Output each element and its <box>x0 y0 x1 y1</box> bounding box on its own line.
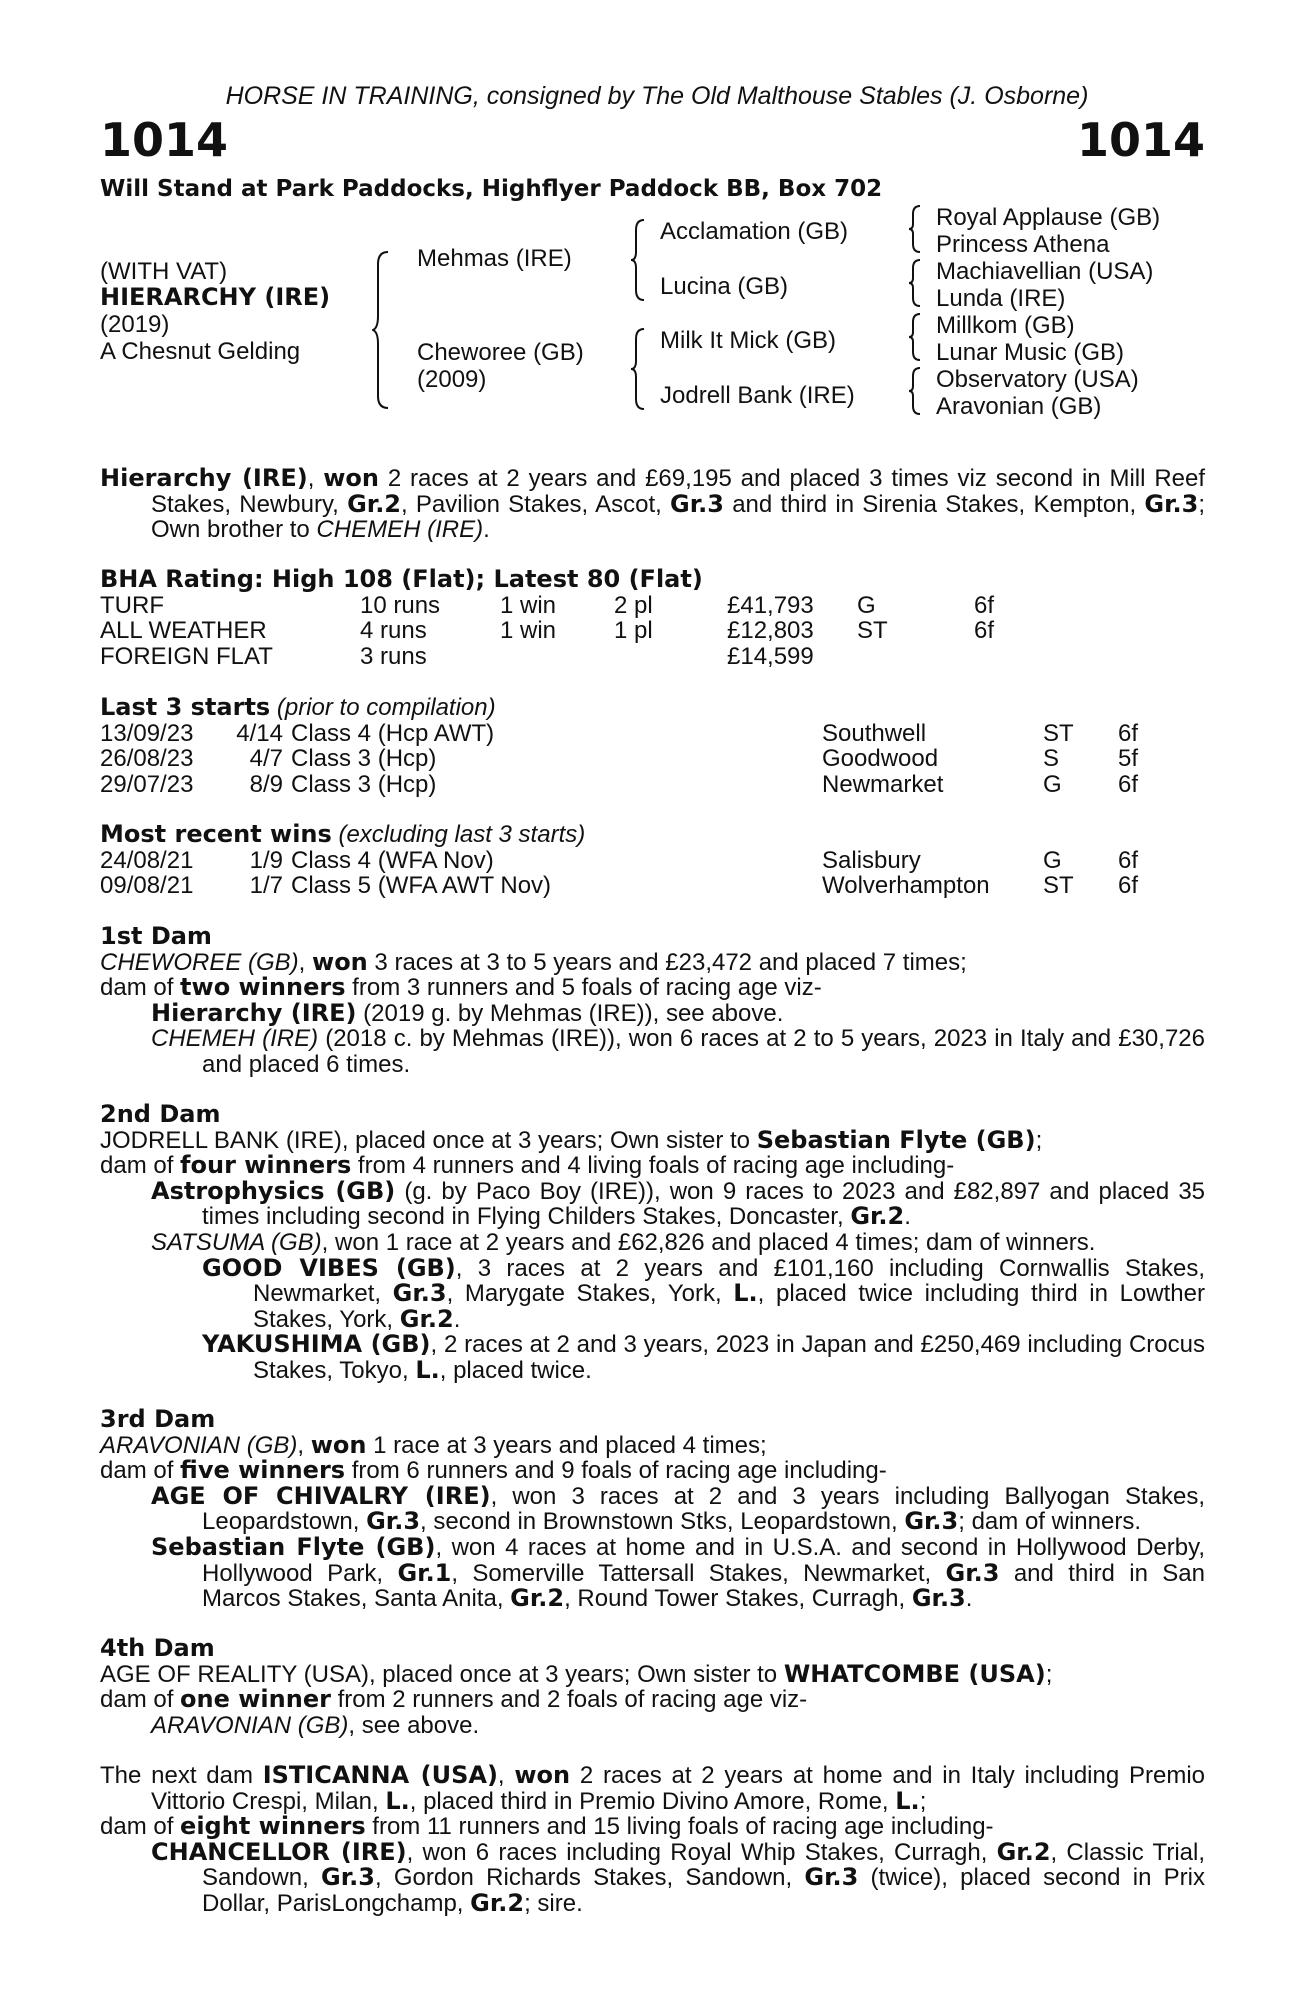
lot-number-left: 1014 <box>100 113 229 167</box>
grade-label: Gr.3 <box>804 1863 859 1892</box>
produce-record: ; dam of winners. <box>958 1508 1141 1536</box>
brace-g3 <box>908 312 926 362</box>
start-date: 29/07/23 <box>100 770 194 798</box>
grade-label: L. <box>415 1355 440 1384</box>
start-going: S <box>1043 745 1060 773</box>
produce-record: , see above. <box>348 1711 480 1739</box>
recent-wins-heading: Most recent wins <box>100 820 332 848</box>
rating-runs: 10 runs <box>360 591 441 619</box>
rating-row <box>100 593 1205 619</box>
start-row <box>100 772 1205 798</box>
produce-record: , placed twice. <box>439 1356 592 1384</box>
grade-label: Gr.3 <box>321 1863 375 1892</box>
dam-brace <box>630 327 650 411</box>
produce-record: ; sire. <box>524 1889 583 1917</box>
rating-dist: 6f <box>974 591 995 619</box>
grade-label: Gr.3 <box>1144 489 1199 518</box>
produce-record: , placed twice including third in Lowther Stakes, York, <box>253 1280 1205 1333</box>
third-dam-section: 3rd Dam ARAVONIAN (GB), won 1 race at 3 years and placed 4 times; dam of five winners from 6 runners and 9 foals of racing age including- AGE OF CHIVALRY (IRE), won 3 races at 2 and 3 years including Ballyogan Stakes, Leopardstown, Gr.3, second in Brownstown Stks, Leopardstown, Gr.3; dam of winners. Sebastian Flyte (GB), won 4 races at home and in U.S.A. and second in Hollywood Derby, Hollywood Park, Gr.1, Somerville Tattersall Stakes, Newmarket, Gr.3 and third in San Marcos Stakes, Santa Anita, Gr.2, Round Tower Stakes, Curragh, Gr.3. <box>100 1405 1206 1613</box>
rating-dist: 6f <box>974 617 995 645</box>
horse-name: HIERARCHY (IRE) <box>100 283 331 311</box>
summary-text: . <box>483 516 490 544</box>
start-going: G <box>1043 770 1062 798</box>
rating-going: G <box>857 591 876 619</box>
dam-of-text: from 4 runners and 4 living foals of racing age including- <box>351 1152 955 1180</box>
rating-wins: 1 win <box>500 591 557 619</box>
produce-record: , won 6 races including Royal Whip Stakes, Curragh, <box>406 1838 997 1866</box>
start-race: Class 3 (Hcp) <box>291 770 437 798</box>
last-starts-heading: Last 3 starts <box>100 693 271 721</box>
dam-dam: Jodrell Bank (IRE) <box>660 382 855 409</box>
start-pos: 8/9 <box>249 770 283 798</box>
dam-name: ARAVONIAN (GB) <box>100 1431 298 1459</box>
dam-of-text: dam of <box>100 1457 181 1485</box>
dam-name: CHEWOREE (GB) <box>100 948 299 976</box>
granddam-dam: Lunda (IRE) <box>936 285 1066 312</box>
dam-of-text: dam of <box>100 1813 181 1841</box>
summary-text: 2 races at 2 years and £69,195 and placed 3 times viz second in Mill Reef Stakes, Newbury, <box>151 465 1206 518</box>
win-going: G <box>1043 846 1062 874</box>
start-dist: 6f <box>1118 719 1139 747</box>
win-date: 24/08/21 <box>100 846 194 874</box>
produce-record: . <box>904 1203 911 1231</box>
next-dam-text: , placed third in Premio Divino Amore, Rome, <box>409 1787 896 1815</box>
win-date: 09/08/21 <box>100 872 194 900</box>
start-row <box>100 746 1205 772</box>
produce-name: Sebastian Flyte (GB) <box>151 1532 436 1561</box>
dam-record: ; <box>1045 1660 1053 1688</box>
grandproduce-name: YAKUSHIMA (GB) <box>202 1330 431 1359</box>
produce-record: . <box>965 1585 973 1613</box>
grade-label: Gr.3 <box>904 1507 959 1536</box>
summary-horse-name: Hierarchy (IRE) <box>100 464 308 492</box>
grade-label: Gr.3 <box>392 1279 447 1308</box>
sire-brace <box>630 218 650 302</box>
second-dam-heading: 2nd Dam <box>100 1100 221 1128</box>
damdam-dam: Aravonian (GB) <box>936 393 1102 420</box>
start-going: ST <box>1043 719 1074 747</box>
produce-record: , won 1 race at 2 years and £62,826 and placed 4 times; dam of winners. <box>321 1228 1096 1256</box>
rating-earnings: £14,599 <box>727 642 814 670</box>
lot-number-right: 1014 <box>1076 113 1205 167</box>
start-race: Class 3 (Hcp) <box>291 745 437 773</box>
sire: Mehmas (IRE) <box>417 245 572 272</box>
produce-record: , 3 races at 2 years and £101,160 including Cornwallis Stakes, Newmarket, <box>253 1254 1205 1308</box>
last-starts-table <box>100 721 1205 798</box>
rating-wins: 1 win <box>500 617 557 645</box>
produce-name: Hierarchy (IRE) <box>151 998 357 1027</box>
dam: Cheworee (GB) <box>417 339 584 366</box>
produce-name: ARAVONIAN (GB) <box>151 1711 349 1739</box>
granddam-sire: Machiavellian (USA) <box>936 258 1154 285</box>
recent-wins-table <box>100 848 1205 899</box>
produce-record: (g. by Paco Boy (IRE)), won 9 races to 2023 and £82,897 and placed 35 times including second in Flying Childers Stakes, Doncaster, <box>202 1177 1206 1231</box>
produce-name: AGE OF CHIVALRY (IRE) <box>151 1481 491 1510</box>
grade-label: Gr.2 <box>399 1304 454 1333</box>
second-dam-section <box>100 1102 1205 1384</box>
start-date: 26/08/23 <box>100 745 194 773</box>
grade-label: L. <box>895 1786 920 1815</box>
rating-table <box>100 593 1205 670</box>
grade-label: Gr.2 <box>510 1584 565 1613</box>
summary-text: and third in Sirenia Stakes, Kempton, <box>723 490 1145 518</box>
produce-record: , won 3 races at 2 and 3 years including Ballyogan Stakes, Leopardstown, <box>202 1482 1206 1536</box>
next-dam-text: ; <box>919 1787 927 1815</box>
grandproduce-name: GOOD VIBES (GB) <box>202 1253 456 1282</box>
win-going: ST <box>1043 872 1074 900</box>
race-summary: Hierarchy (IRE), won 2 races at 2 years and £69,195 and placed 3 times viz second in Mill Reef Stakes, Newbury, Gr.2, Pavilion Stakes, Ascot, Gr.3 and third in Sirenia Stakes, Kempton, Gr.3; Own brother to CHEMEH (IRE). <box>100 464 1206 544</box>
horse-year: (2019) <box>100 311 170 338</box>
damsire-sire: Millkom (GB) <box>936 312 1075 339</box>
grade-label: Gr.2 <box>347 489 402 518</box>
grade-label: Gr.1 <box>397 1558 452 1587</box>
main-brace <box>372 250 394 410</box>
summary-text: , Pavilion Stakes, Ascot, <box>401 490 671 518</box>
produce-record: (2018 c. by Mehmas (IRE)), won 6 races at 2 to 5 years, 2023 in Italy and £30,726 and placed 6 times. <box>202 1025 1205 1078</box>
summary-brother: CHEMEH (IRE) <box>316 516 484 544</box>
rating-placed: 1 pl <box>614 617 653 645</box>
first-dam-heading: 1st Dam <box>100 922 212 950</box>
won-label: won <box>514 1761 571 1789</box>
grade-label: Gr.2 <box>470 1888 525 1917</box>
stand-location: Will Stand at Park Paddocks, Highflyer Paddock BB, Box 702 <box>100 176 883 202</box>
grandsire-sire: Royal Applause (GB) <box>936 204 1161 231</box>
produce-record: , Somerville Tattersall Stakes, Newmarket, <box>451 1559 946 1587</box>
winners-count: four winners <box>180 1151 352 1180</box>
grade-label: L. <box>733 1279 758 1308</box>
dam-record: AGE OF REALITY (USA), placed once at 3 years; Own sister to <box>100 1660 784 1688</box>
won-label: won <box>310 1430 367 1459</box>
sire-dam: Lucina (GB) <box>660 273 789 300</box>
produce-record: (twice), placed second in Prix Dollar, ParisLongchamp, <box>202 1864 1205 1917</box>
winners-count: five winners <box>180 1456 346 1485</box>
dam-of-text: from 3 runners and 5 foals of racing age viz- <box>345 974 822 1002</box>
last-starts-section <box>100 695 1205 797</box>
start-course: Southwell <box>822 719 927 747</box>
grade-label: Gr.3 <box>670 489 724 518</box>
rating-runs: 4 runs <box>360 617 427 645</box>
produce-record: and third in San Marcos Stakes, Santa Anita, <box>202 1559 1205 1613</box>
summary-won: won <box>323 464 379 492</box>
win-pos: 1/7 <box>249 872 283 900</box>
brace-g1 <box>908 204 926 254</box>
start-date: 13/09/23 <box>100 719 194 747</box>
dam-record: JODRELL BANK (IRE), placed once at 3 years; Own sister to <box>100 1126 757 1154</box>
rating-surface: TURF <box>100 591 164 619</box>
produce-record: , Gordon Richards Stakes, Sandown, <box>374 1864 805 1892</box>
next-dam-text: The next dam <box>100 1762 263 1789</box>
produce-record: . <box>453 1305 461 1333</box>
produce-record: , Classic Trial, Sandown, <box>202 1838 1206 1892</box>
win-race: Class 4 (WFA Nov) <box>291 846 494 874</box>
grade-label: Gr.2 <box>996 1837 1051 1866</box>
grade-label: L. <box>385 1786 410 1815</box>
dam-of-text: dam of <box>100 974 181 1002</box>
recent-wins-section <box>100 822 1205 899</box>
dam-record: 3 races at 3 to 5 years and £23,472 and placed 7 times; <box>367 948 967 976</box>
brace-g4 <box>908 366 926 416</box>
sibling-name: Sebastian Flyte (GB) <box>756 1125 1036 1154</box>
dam-of-text: from 2 runners and 2 foals of racing age viz- <box>330 1686 808 1714</box>
recent-wins-note: (excluding last 3 starts) <box>331 821 586 848</box>
rating-heading: BHA Rating: High 108 (Flat); Latest 80 (Flat) <box>100 565 703 593</box>
win-race: Class 5 (WFA AWT Nov) <box>291 872 552 900</box>
produce-record: , Round Tower Stakes, Curragh, <box>564 1585 912 1613</box>
rating-row <box>100 644 1205 670</box>
rating-surface: FOREIGN FLAT <box>100 642 273 670</box>
brace-g2 <box>908 258 926 308</box>
rating-going: ST <box>857 617 888 645</box>
next-dam-name: ISTICANNA (USA) <box>262 1761 498 1789</box>
win-course: Wolverhampton <box>822 872 990 900</box>
next-dam-text: 2 races at 2 years at home and in Italy including Premio Vittorio Crespi, Milan, <box>151 1762 1205 1815</box>
win-row <box>100 848 1205 874</box>
start-dist: 6f <box>1118 770 1139 798</box>
start-row <box>100 721 1205 747</box>
start-pos: 4/7 <box>249 745 283 773</box>
winners-count: two winners <box>180 973 346 1002</box>
dam-record: ; <box>1035 1126 1043 1154</box>
fourth-dam-section <box>100 1636 1205 1738</box>
grade-label: Gr.3 <box>945 1558 1000 1587</box>
produce-name: SATSUMA (GB) <box>151 1228 322 1256</box>
dam-of-text: dam of <box>100 1152 181 1180</box>
won-label: won <box>312 947 368 976</box>
produce-record: , second in Brownstown Stks, Leopardstown, <box>420 1508 905 1536</box>
win-pos: 1/9 <box>249 846 283 874</box>
grade-label: Gr.3 <box>911 1584 966 1613</box>
grade-label: Gr.3 <box>366 1507 421 1536</box>
dam-sire: Milk It Mick (GB) <box>660 327 836 354</box>
damdam-sire: Observatory (USA) <box>936 366 1139 393</box>
first-dam-section: 1st Dam CHEWOREE (GB), won 3 races at 3 to 5 years and £23,472 and placed 7 times; dam of two winners from 3 runners and 5 foals of racing age viz- Hierarchy (IRE) (2019 g. by Mehmas (IRE)), see above. CHEMEH (IRE) (2018 c. by Mehmas (IRE)), won 6 races at 2 to 5 years, 2023 in Italy and £30,726 and placed 6 times. <box>100 922 1205 1078</box>
sire-sire: Acclamation (GB) <box>660 218 849 245</box>
rating-row <box>100 618 1205 644</box>
win-row <box>100 873 1205 899</box>
produce-record: , 2 races at 2 and 3 years, 2023 in Japan and £250,469 including Crocus Stakes, Tokyo, <box>253 1331 1205 1384</box>
rating-surface: ALL WEATHER <box>100 617 267 645</box>
rating-placed: 2 pl <box>614 591 653 619</box>
winners-count: eight winners <box>180 1812 366 1841</box>
damsire-dam: Lunar Music (GB) <box>936 339 1125 366</box>
produce-name: CHANCELLOR (IRE) <box>151 1837 407 1866</box>
dam-year: (2009) <box>417 366 487 393</box>
start-course: Goodwood <box>822 745 939 773</box>
win-dist: 6f <box>1118 872 1139 900</box>
produce-record: (2019 g. by Mehmas (IRE)), see above. <box>356 999 784 1027</box>
start-dist: 5f <box>1118 745 1139 773</box>
produce-record: , won 4 races at home and in U.S.A. and second in Hollywood Derby, Hollywood Park, <box>202 1533 1206 1587</box>
start-pos: 4/14 <box>236 719 283 747</box>
win-course: Salisbury <box>822 846 921 874</box>
next-dam-section: The next dam ISTICANNA (USA), won 2 races at 2 years at home and in Italy including Premio Vittorio Crespi, Milan, L., placed third in Premio Divino Amore, Rome, L.; dam of eight winners from 11 runners and 15 living foals of racing age including- CHANCELLOR (IRE), won 6 races including Royal Whip Stakes, Curragh, Gr.2, Classic Trial, Sandown, Gr.3, Gordon Richards Stakes, Sandown, Gr.3 (twice), placed second in Prix Dollar, ParisLongchamp, Gr.2; sire. <box>100 1761 1206 1917</box>
consignment-line: HORSE IN TRAINING, consigned by The Old Malthouse Stables (J. Osborne) <box>225 82 1089 110</box>
win-dist: 6f <box>1118 846 1139 874</box>
produce-name: Astrophysics (GB) <box>151 1176 396 1205</box>
produce-record: , Marygate Stakes, York, <box>446 1280 734 1308</box>
dam-of-text: from 6 runners and 9 foals of racing age including- <box>345 1457 887 1485</box>
dam-of-text: from 11 runners and 15 living foals of racing age including- <box>365 1813 994 1841</box>
rating-section <box>100 567 1205 669</box>
dam-record: 1 race at 3 years and placed 4 times; <box>366 1431 767 1459</box>
last-starts-note: (prior to compilation) <box>270 694 496 721</box>
fourth-dam-heading: 4th Dam <box>100 1634 215 1662</box>
winners-count: one winner <box>180 1685 331 1714</box>
start-race: Class 4 (Hcp AWT) <box>291 719 495 747</box>
rating-earnings: £41,793 <box>727 591 814 619</box>
sibling-name: WHATCOMBE (USA) <box>783 1659 1046 1688</box>
start-course: Newmarket <box>822 770 944 798</box>
vat-note: (WITH VAT) <box>100 258 228 285</box>
dam-of-text: dam of <box>100 1686 181 1714</box>
third-dam-heading: 3rd Dam <box>100 1405 216 1433</box>
summary-text: ; Own brother to <box>151 490 1206 544</box>
produce-name: CHEMEH (IRE) <box>151 1025 319 1053</box>
rating-runs: 3 runs <box>360 642 427 670</box>
grade-label: Gr.2 <box>850 1202 905 1231</box>
rating-earnings: £12,803 <box>727 617 814 645</box>
horse-description: A Chesnut Gelding <box>100 338 301 365</box>
grandsire-dam: Princess Athena <box>936 231 1110 258</box>
